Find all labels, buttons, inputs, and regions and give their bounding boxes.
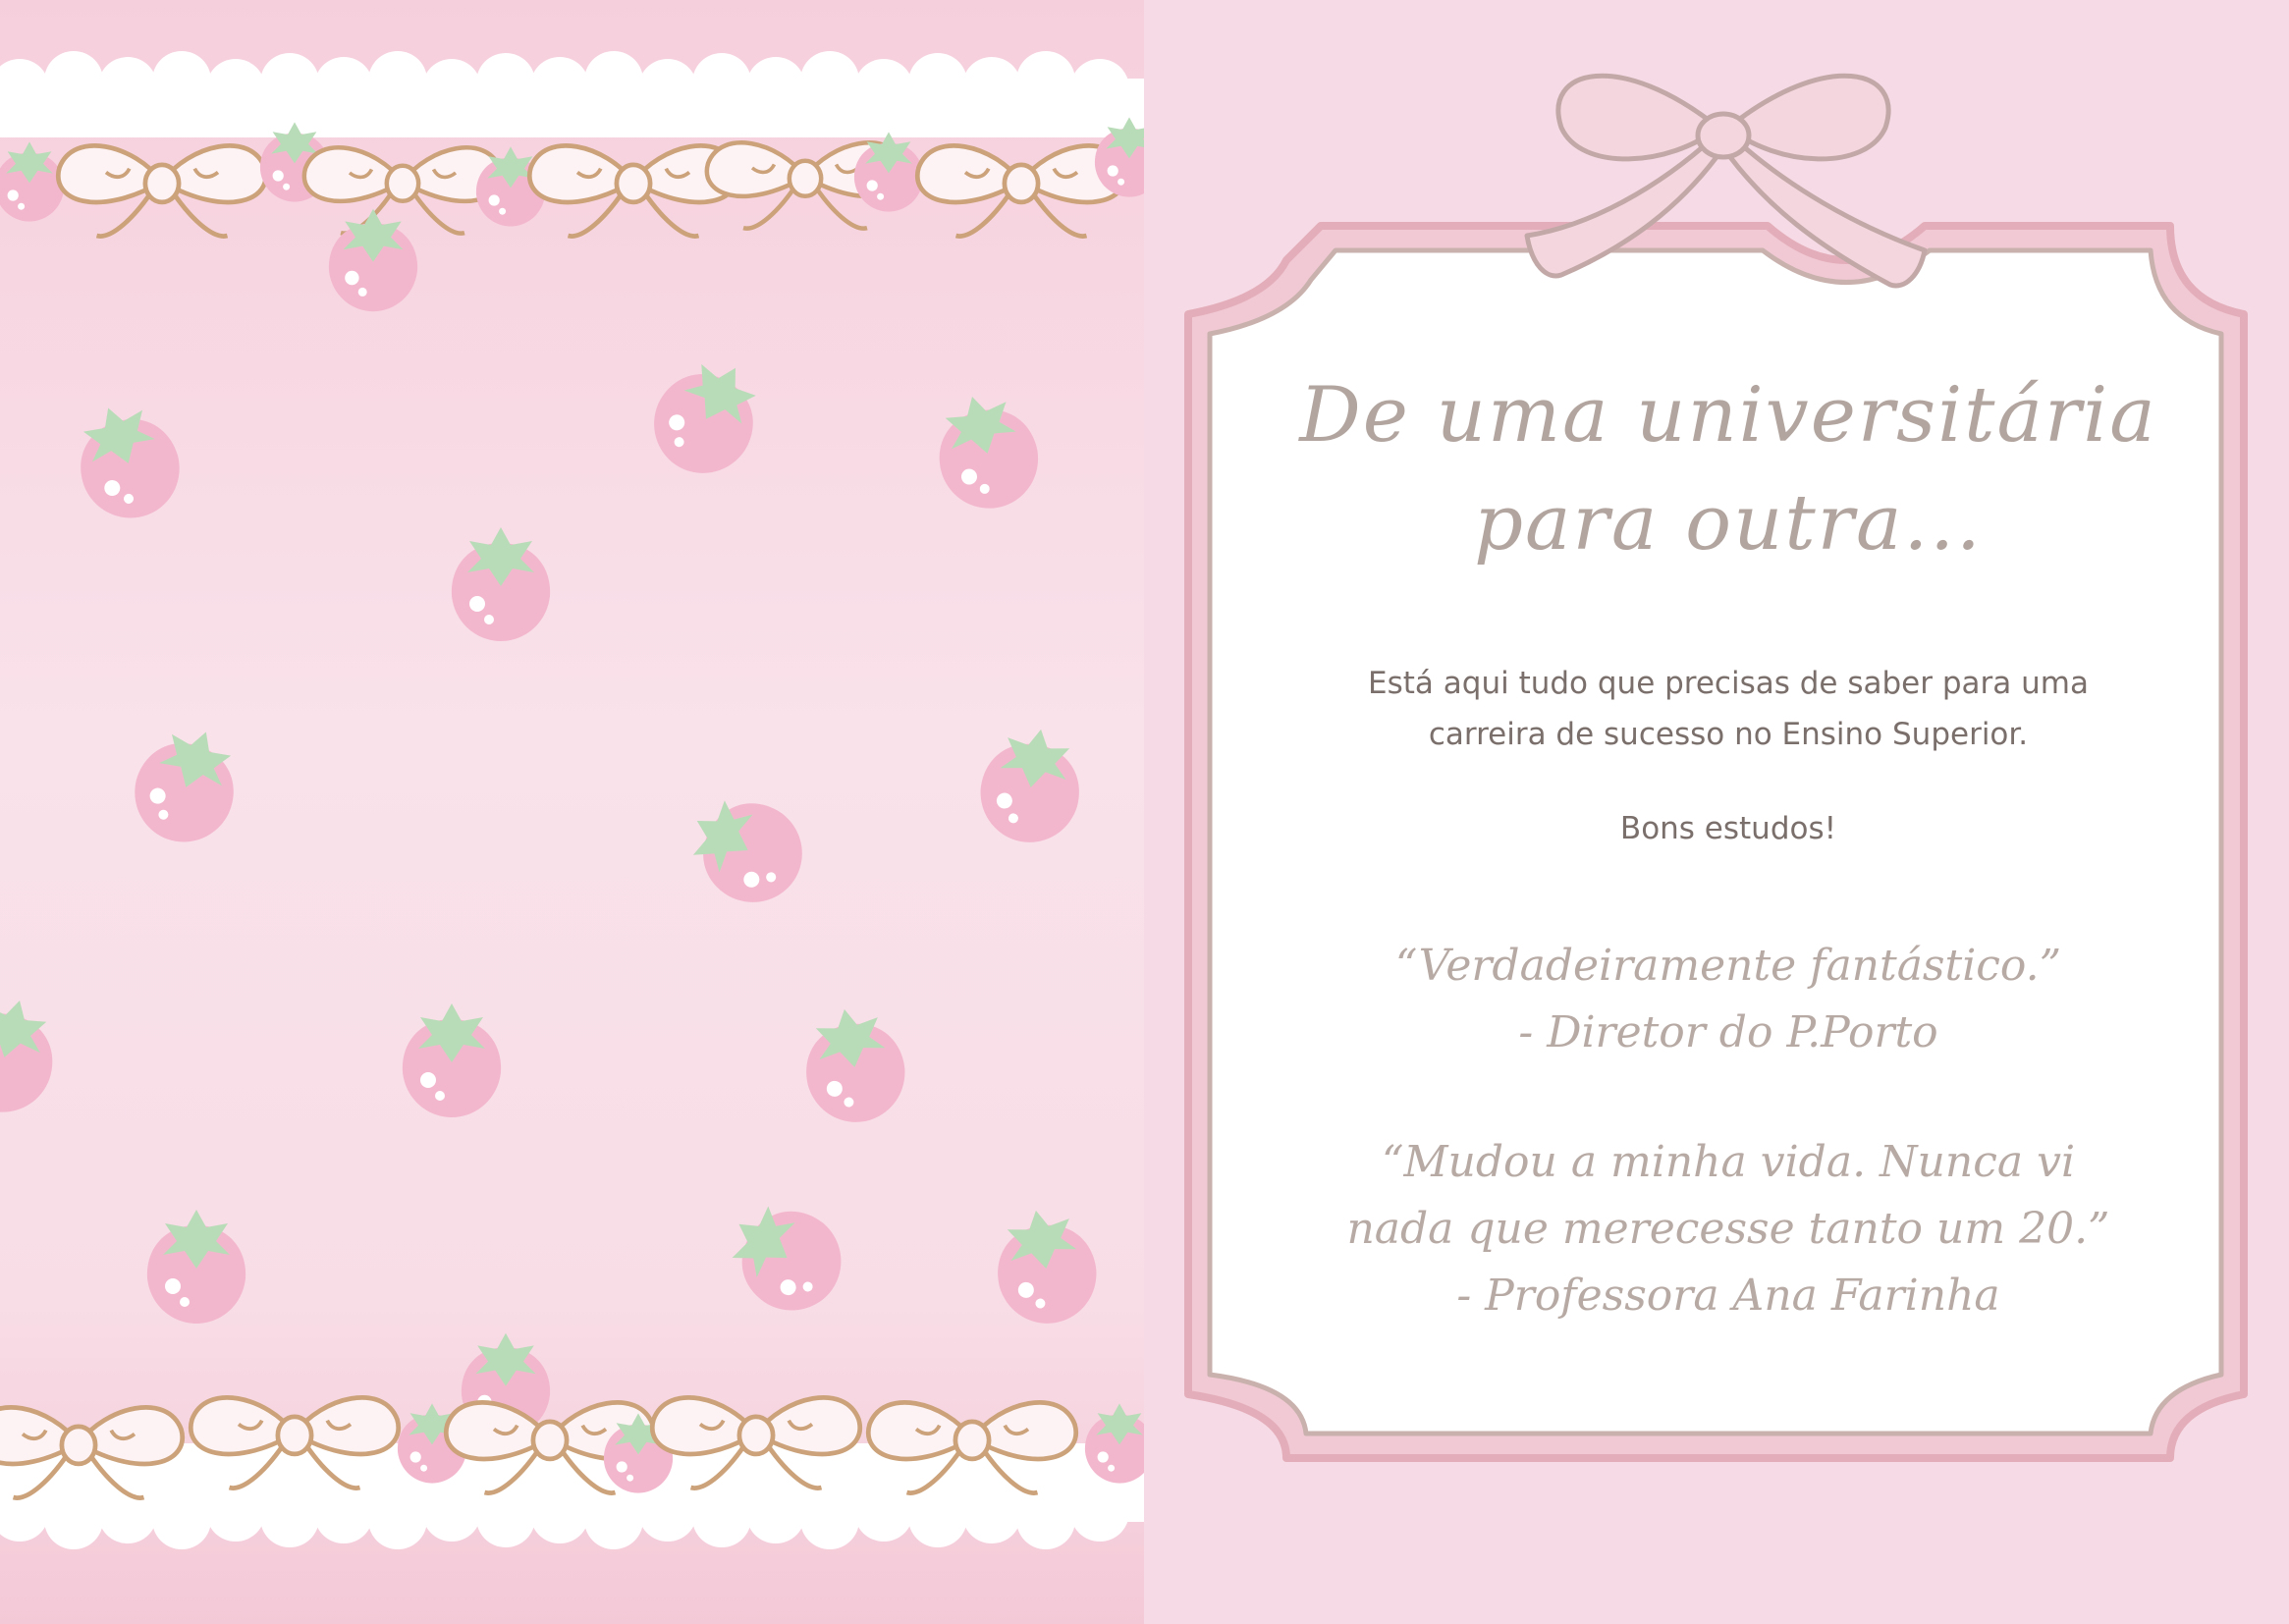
intro-paragraph xyxy=(1232,658,2224,760)
intro-line-1: Está aqui tudo que precisas de saber para uma xyxy=(1368,666,2089,701)
testimonial-2-quote-line-1: “Mudou a minha vida. Nunca vi xyxy=(1381,1137,2076,1187)
testimonial-2-author: - Professora Ana Farinha xyxy=(1456,1271,2000,1321)
farewell-text: Bons estudos! xyxy=(1619,811,1837,846)
title-line-2: para outra... xyxy=(1474,479,1983,568)
intro-line-2: carreira de sucesso no Ensino Superior. xyxy=(1428,717,2029,752)
testimonial-2 xyxy=(1232,1129,2224,1329)
testimonial-1-quote: “Verdadeiramente fantástico.” xyxy=(1394,941,2062,991)
testimonial-1-author: - Diretor do P.Porto xyxy=(1518,1007,1938,1057)
testimonial-2-quote-line-2: nada que merecesse tanto um 20.” xyxy=(1346,1204,2110,1254)
testimonial-1 xyxy=(1232,933,2224,1066)
card-title xyxy=(1232,361,2224,577)
title-line-1: De uma universitária xyxy=(1299,371,2157,460)
